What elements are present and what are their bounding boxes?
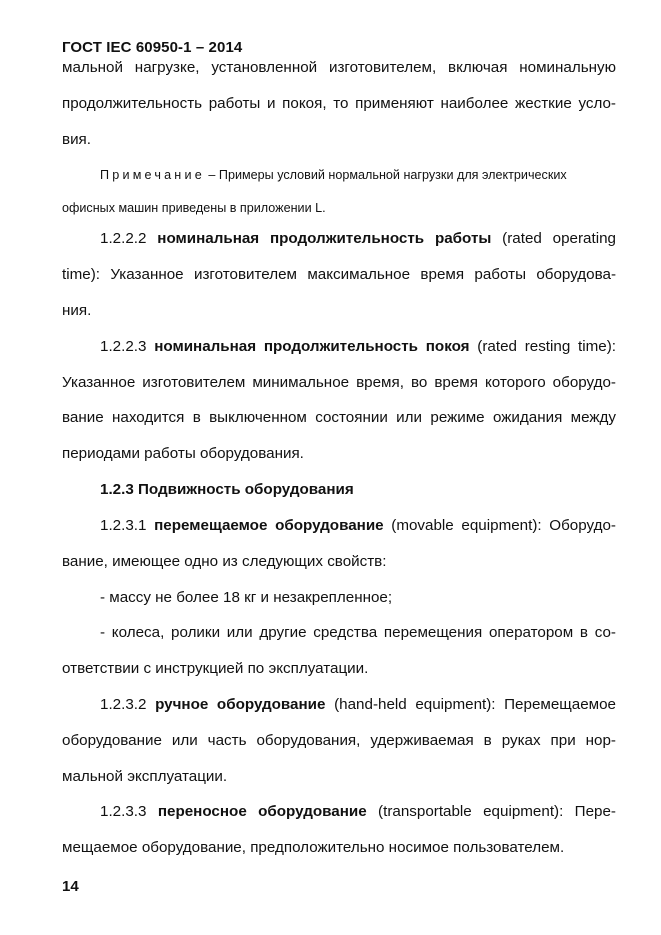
clause-text: (rated resting time):	[477, 338, 617, 355]
standard-header: ГОСТ IEC 60950-1 – 2014	[62, 39, 243, 56]
paragraph-line: оборудование или часть оборудования, удерживаемая в руках при нор-	[62, 732, 616, 749]
clause-number: 1.2.3.3	[100, 803, 147, 820]
clause-number: 1.2.2.2	[100, 230, 147, 247]
clause-term: номинальная продолжительность покоя	[154, 338, 470, 355]
clause-text: (transportable equipment): Пере-	[378, 803, 616, 820]
paragraph-line: ответствии с инструкцией по эксплуатации.	[62, 660, 369, 677]
clause-1-2-2-3	[100, 337, 616, 357]
paragraph-line: вание находится в выключенном состоянии или режиме ожидания между	[62, 409, 616, 426]
clause-number: 1.2.2.3	[100, 338, 147, 355]
paragraph-line: мещаемое оборудование, предположительно носимое пользователем.	[62, 839, 565, 856]
clause-term: номинальная продолжительность работы	[157, 230, 492, 247]
note-line	[100, 165, 616, 185]
paragraph-line: ния.	[62, 302, 92, 319]
clause-1-2-3-2	[100, 695, 616, 715]
clause-text: (rated operating	[502, 230, 616, 247]
list-item: - массу не более 18 кг и незакрепленное;	[100, 589, 393, 606]
page-number: 14	[62, 878, 79, 895]
clause-1-2-3-3	[100, 802, 616, 822]
paragraph-line: мальной нагрузке, установленной изготовителем, включая номинальную	[62, 59, 616, 76]
note-text: – Примеры условий нормальной нагрузки для электрических	[204, 168, 567, 182]
section-heading: 1.2.3 Подвижность оборудования	[100, 481, 354, 498]
paragraph-line: вия.	[62, 131, 91, 148]
clause-term: перемещаемое оборудование	[154, 517, 384, 534]
paragraph-line: мальной эксплуатации.	[62, 768, 228, 785]
paragraph-line: Указанное изготовителем минимальное время, во время которого оборудо-	[62, 374, 616, 391]
note-line: офисных машин приведены в приложении L.	[62, 201, 326, 215]
clause-1-2-3-1	[100, 516, 616, 536]
paragraph-line: периодами работы оборудования.	[62, 445, 304, 462]
paragraph-line: вание, имеющее одно из следующих свойств:	[62, 553, 387, 570]
paragraph-line: time): Указанное изготовителем максимальное время работы оборудова-	[62, 266, 616, 283]
paragraph-line: продолжительность работы и покоя, то применяют наиболее жесткие усло-	[62, 95, 616, 112]
clause-number: 1.2.3.1	[100, 517, 147, 534]
clause-term: ручное оборудование	[155, 696, 326, 713]
clause-1-2-2-2	[100, 229, 616, 249]
clause-term: переносное оборудование	[157, 803, 367, 820]
list-item: - колеса, ролики или другие средства перемещения оператором в со-	[100, 624, 616, 641]
clause-text: (movable equipment): Оборудо-	[391, 517, 616, 534]
clause-text: (hand-held equipment): Перемещаемое	[334, 696, 616, 713]
note-label: Примечание	[100, 168, 205, 182]
clause-number: 1.2.3.2	[100, 696, 147, 713]
